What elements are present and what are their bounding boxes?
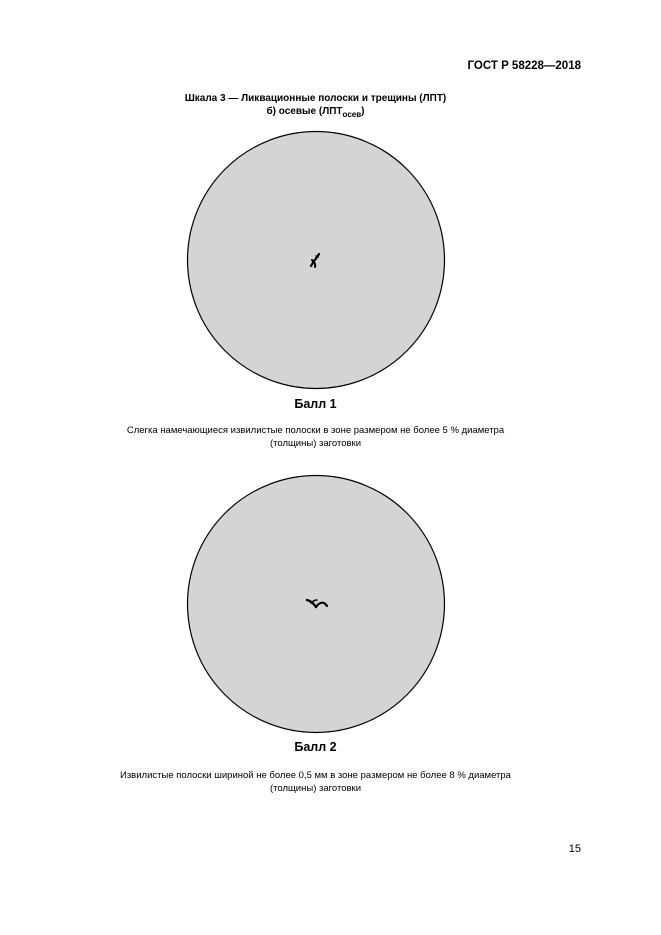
grade-1-caption: Балл 1 xyxy=(294,397,337,411)
grade-2-description: Извилистые полоски шириной не более 0,5 мм в зоне размером не более 8 % диаметра (толщины) заготовки xyxy=(120,770,511,794)
grade-1-description: Слегка намечающиеся извилистые полоски в зоне размером не более 5 % диаметра (толщины) заготовки xyxy=(126,425,505,449)
grade-2-caption: Балл 2 xyxy=(294,740,337,754)
macro-sample-disc-1 xyxy=(185,129,447,391)
page-number: 15 xyxy=(568,843,581,855)
sample-disc xyxy=(188,476,445,733)
scale-title xyxy=(0,92,631,121)
scale-title-line1: Шкала 3 — Ликвационные полоски и трещины (ЛПТ) xyxy=(184,93,447,104)
macro-sample-disc-2 xyxy=(185,473,447,735)
scale-title-line2: б) осевые $(ЛПТ_{осев})$ xyxy=(266,106,365,119)
document-header: ГОСТ Р 58228—2018 xyxy=(467,60,581,72)
